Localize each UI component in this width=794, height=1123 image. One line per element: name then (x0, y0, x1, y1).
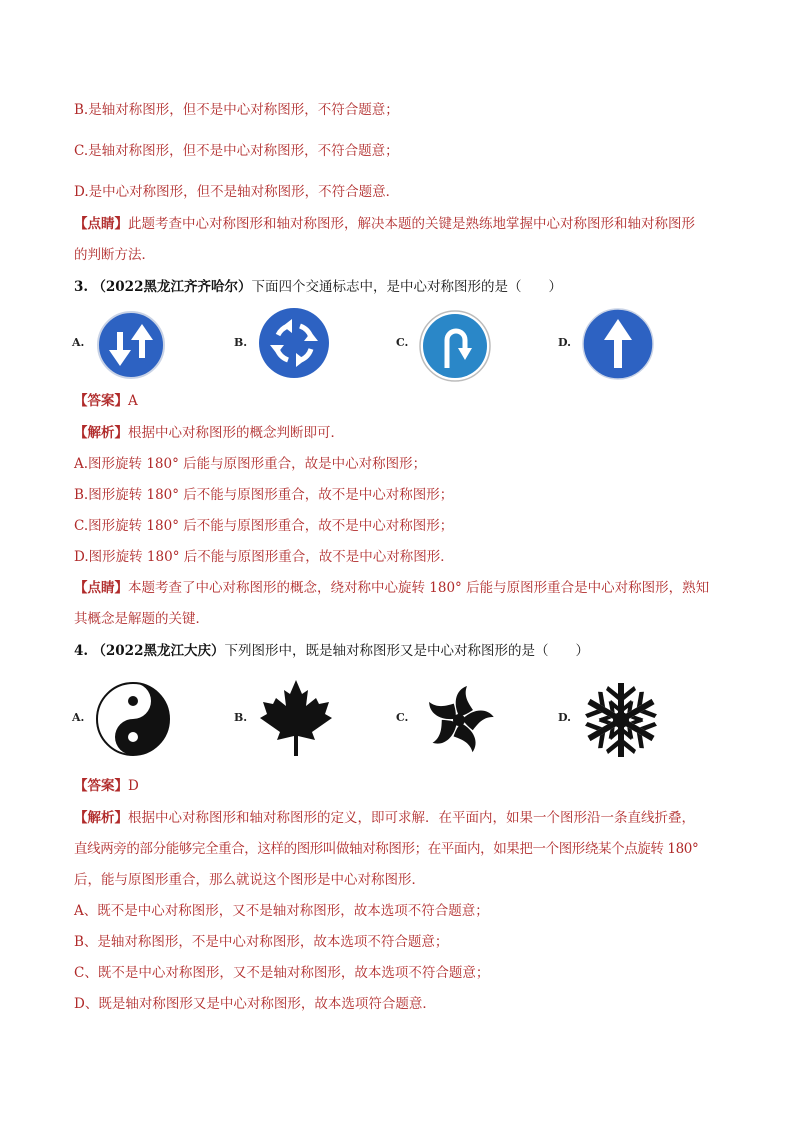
q3-analysis-c: C.图形旋转 180° 后不能与原图形重合，故不是中心对称图形； (74, 518, 454, 534)
question-4-number: 4. (74, 643, 89, 659)
q3-option-b-label: B. (234, 336, 248, 349)
question-3-stem (74, 277, 562, 297)
q4-answer-tag: 【答案】 (74, 778, 128, 794)
prev-answer-line-c: C.是轴对称图形，但不是中心对称图形，不符合题意； (74, 143, 399, 159)
q3-option-d-label: D. (558, 336, 571, 349)
q4-option-d-label: D. (558, 711, 571, 724)
q4-analysis-line-2: 直线两旁的部分能够完全重合，这样的图形叫做轴对称图形；在平面内，如果把一个图形绕某个点旋转 180° (74, 841, 699, 857)
prev-answer-line-d: D.是中心对称图形，但不是轴对称图形，不符合题意． (74, 184, 400, 200)
prev-note-line-2: 的判断方法． (74, 247, 155, 263)
question-3-source: （2022黑龙江齐齐哈尔） (92, 279, 252, 295)
q3-note-line (74, 578, 709, 598)
roundabout-sign-icon (258, 307, 330, 379)
q4-option-b-label: B. (234, 711, 248, 724)
note-text: 此题考查中心对称图形和轴对称图形，解决本题的关键是熟练地掌握中心对称图形和轴对称图形 (128, 216, 695, 232)
yin-yang-icon (95, 681, 171, 757)
q3-answer-value: A (128, 393, 138, 409)
q4-analysis-c: C、既不是中心对称图形，又不是轴对称图形，故本选项不符合题意； (74, 965, 490, 981)
q3-note-text: 本题考查了中心对称图形的概念，绕对称中心旋转 180° 后能与原图形重合是中心对称图形，熟知 (128, 580, 710, 596)
q3-answer-line (74, 391, 138, 411)
q4-answer-line (74, 776, 139, 796)
straight-arrow-sign-icon (582, 308, 654, 380)
maple-leaf-icon (258, 678, 334, 758)
question-4-source: （2022黑龙江大庆） (92, 643, 225, 659)
q4-analysis-d: D、既是轴对称图形又是中心对称图形，故本选项符合题意． (74, 996, 436, 1012)
q3-analysis-d: D.图形旋转 180° 后不能与原图形重合，故不是中心对称图形． (74, 549, 454, 565)
u-turn-sign-icon (419, 310, 491, 382)
bauhinia-flower-icon (421, 682, 497, 758)
question-3-text: 下面四个交通标志中，是中心对称图形的是（ ） (251, 279, 562, 295)
q3-option-c-label: C. (396, 336, 409, 349)
q4-analysis-line (74, 808, 695, 828)
prev-answer-line-b: B.是轴对称图形，但不是中心对称图形，不符合题意； (74, 102, 399, 118)
q3-analysis-tag: 【解析】 (74, 425, 128, 441)
q3-analysis-text: 根据中心对称图形的概念判断即可． (128, 425, 344, 441)
q3-note-tag: 【点睛】 (74, 580, 128, 596)
q4-answer-value: D (128, 778, 139, 794)
q4-analysis-text: 根据中心对称图形和轴对称图形的定义，即可求解．在平面内，如果一个图形沿一条直线折叠， (128, 810, 695, 826)
snowflake-icon (582, 681, 660, 759)
question-3-number: 3. (74, 279, 89, 295)
q3-note-line-2: 其概念是解题的关键． (74, 611, 209, 627)
question-4-text: 下列图形中，既是轴对称图形又是中心对称图形的是（ ） (224, 643, 589, 659)
q3-answer-tag: 【答案】 (74, 393, 128, 409)
q4-analysis-b: B、是轴对称图形，不是中心对称图形，故本选项不符合题意； (74, 934, 449, 950)
prev-note-line (74, 214, 695, 234)
q4-analysis-tag: 【解析】 (74, 810, 128, 826)
q4-option-c-label: C. (396, 711, 409, 724)
q3-analysis-b: B.图形旋转 180° 后不能与原图形重合，故不是中心对称图形； (74, 487, 454, 503)
q3-analysis-line (74, 423, 344, 443)
q3-option-a-label: A. (72, 336, 85, 349)
q3-analysis-a: A.图形旋转 180° 后能与原图形重合，故是中心对称图形； (74, 456, 427, 472)
question-4-stem (74, 641, 589, 661)
q4-option-a-label: A. (72, 711, 85, 724)
two-way-arrows-sign-icon (96, 310, 166, 380)
q4-analysis-line-3: 后，能与原图形重合，那么就说这个图形是中心对称图形． (74, 872, 425, 888)
q4-analysis-a: A、既不是中心对称图形，又不是轴对称图形，故本选项不符合题意； (74, 903, 489, 919)
note-tag: 【点睛】 (74, 216, 128, 232)
